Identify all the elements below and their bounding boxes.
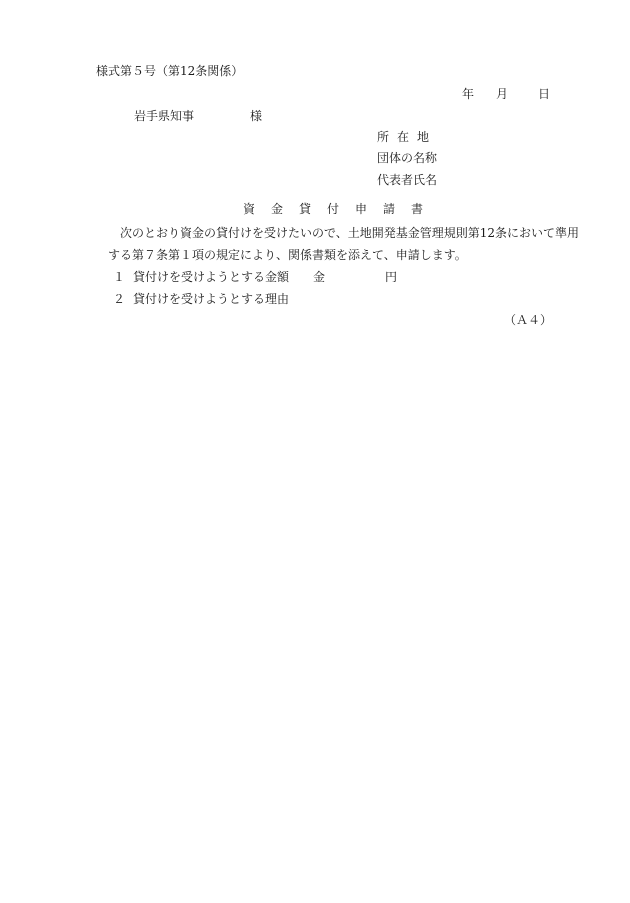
date-line (462, 87, 550, 101)
applicant-representative-label: 代表者氏名 (377, 173, 438, 187)
date-day-label: 日 (538, 87, 551, 101)
document-title: 資金貸付申請書 (243, 202, 440, 216)
body-text-line-1: 次のとおり資金の貸付けを受けたいので、土地開発基金管理規則第12条において準用 (120, 226, 580, 240)
applicant-address-label: 所在地 (377, 130, 438, 144)
item-number: １ (113, 270, 126, 284)
date-month-label: 月 (496, 87, 509, 101)
applicant-org-name-label: 団体の名称 (377, 151, 438, 165)
form-number: 様式第５号（第12条関係） (96, 64, 244, 78)
item-number: ２ (113, 292, 126, 306)
body-text-line-2: する第７条第１項の規定により、関係書類を添えて、申請します。 (108, 248, 467, 262)
item-loan-amount (113, 270, 397, 284)
addressee (134, 109, 262, 123)
amount-prefix: 金 (313, 270, 326, 284)
amount-suffix: 円 (385, 270, 398, 284)
paper-size-label: （Ａ４） (504, 313, 553, 327)
addressee-honorific: 様 (250, 109, 263, 123)
addressee-name: 岩手県知事 (134, 109, 195, 123)
date-year-label: 年 (462, 87, 475, 101)
item-text: 貸付けを受けようとする金額 (133, 270, 290, 284)
item-loan-reason (113, 292, 289, 306)
item-text: 貸付けを受けようとする理由 (133, 292, 290, 306)
